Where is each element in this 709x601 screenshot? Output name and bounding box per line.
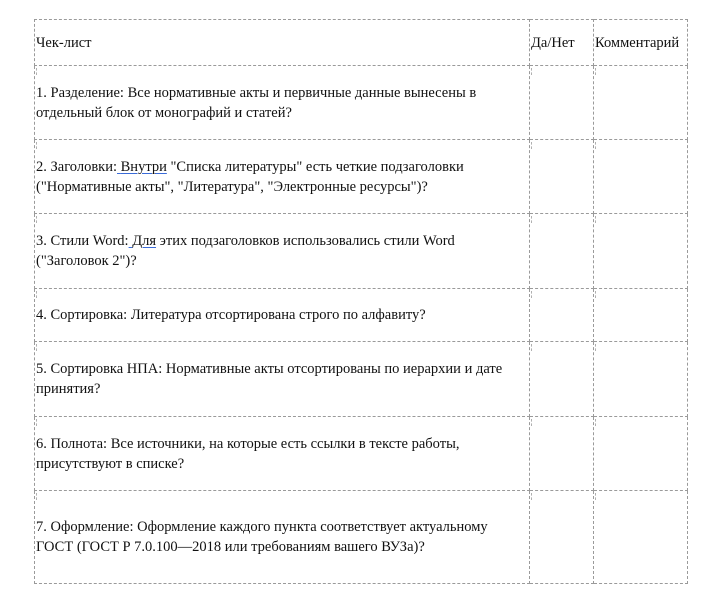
comment-cell[interactable] xyxy=(594,417,688,491)
checklist-item-cell[interactable] xyxy=(35,214,530,289)
cell-marker xyxy=(595,291,597,298)
item-title: Стили Word: xyxy=(50,233,129,249)
cell-marker xyxy=(531,291,533,298)
cell-marker xyxy=(595,68,597,75)
comment-cell[interactable] xyxy=(594,140,688,214)
cell-marker xyxy=(36,344,38,351)
header-cell-comment[interactable] xyxy=(594,20,688,66)
yes-no-cell[interactable] xyxy=(530,289,594,342)
item-number: 1. xyxy=(36,84,47,101)
spellcheck-flagged-word[interactable]: Внутри xyxy=(120,158,167,175)
comment-cell[interactable] xyxy=(594,491,688,584)
item-title: Оформление: xyxy=(50,519,134,535)
comment-cell[interactable] xyxy=(594,66,688,140)
item-number: 7. xyxy=(36,519,47,535)
item-description: Нормативные акты отсортированы по иерархии и дате принятия? xyxy=(36,361,503,397)
item-description: Все источники, на которые есть ссылки в тексте работы, присутствуют в списке? xyxy=(36,435,460,472)
cell-marker xyxy=(595,493,597,500)
header-comment-label: Комментарий xyxy=(595,34,680,51)
comment-cell[interactable] xyxy=(594,214,688,289)
checklist-item-cell[interactable] xyxy=(35,342,530,417)
checklist-item-cell[interactable] xyxy=(35,289,530,342)
item-number: 2. xyxy=(36,158,47,175)
checklist-item-text xyxy=(36,434,527,474)
cell-marker xyxy=(595,344,597,351)
checklist-row xyxy=(35,66,688,140)
item-description: Литература отсортирована строго по алфавиту? xyxy=(130,307,426,323)
cell-marker xyxy=(36,419,38,426)
comment-cell[interactable] xyxy=(594,342,688,417)
item-description: Оформление каждого пункта соответствует актуальному ГОСТ (ГОСТ Р 7.0.100—2018 или требованиям вашего ВУЗа)? xyxy=(36,519,488,555)
checklist-item-text xyxy=(36,157,527,197)
cell-marker xyxy=(531,216,533,223)
item-title: Полнота: xyxy=(50,435,108,452)
yes-no-cell[interactable] xyxy=(530,417,594,491)
item-title: Сортировка: xyxy=(50,307,128,323)
cell-marker xyxy=(531,68,533,75)
cell-marker xyxy=(36,68,38,75)
cell-marker xyxy=(36,142,38,149)
yes-no-cell[interactable] xyxy=(530,491,594,584)
header-cell-checklist[interactable] xyxy=(35,20,530,66)
cell-marker xyxy=(595,216,597,223)
cell-marker xyxy=(595,142,597,149)
header-row xyxy=(35,20,688,66)
item-title: Заголовки: xyxy=(50,158,118,175)
item-number: 3. xyxy=(36,233,47,249)
checklist-row xyxy=(35,214,688,289)
header-cell-yes-no[interactable] xyxy=(530,20,594,66)
checklist-row xyxy=(35,417,688,491)
spellcheck-flagged-word[interactable]: Для xyxy=(132,233,157,249)
item-number: 4. xyxy=(36,307,47,323)
checklist-row xyxy=(35,342,688,417)
cell-marker xyxy=(36,493,38,500)
checklist-item-text xyxy=(36,517,527,557)
checklist-item-text xyxy=(36,231,527,271)
checklist-item-text xyxy=(36,83,527,123)
item-number: 6. xyxy=(36,435,47,452)
yes-no-cell[interactable] xyxy=(530,140,594,214)
item-title: Разделение: xyxy=(50,84,124,101)
checklist-item-cell[interactable] xyxy=(35,417,530,491)
yes-no-cell[interactable] xyxy=(530,66,594,140)
checklist-item-text xyxy=(36,305,527,325)
checklist-item-cell[interactable] xyxy=(35,140,530,214)
checklist-item-text xyxy=(36,359,527,399)
cell-marker xyxy=(531,493,533,500)
checklist-item-cell[interactable] xyxy=(35,491,530,584)
cell-marker xyxy=(595,419,597,426)
comment-cell[interactable] xyxy=(594,289,688,342)
cell-marker xyxy=(36,216,38,223)
cell-marker xyxy=(531,142,533,149)
yes-no-cell[interactable] xyxy=(530,214,594,289)
item-description: Все нормативные акты и первичные данные вынесены в отдельный блок от монографий и статей? xyxy=(36,84,477,121)
item-number: 5. xyxy=(36,361,47,377)
item-description: "Списка литературы" есть четкие подзаголовки ("Нормативные акты", "Литература", "Электронные ресурсы")? xyxy=(36,158,464,195)
cell-marker xyxy=(531,344,533,351)
item-description: этих подзаголовков использовались стили Word ("Заголовок 2")? xyxy=(36,233,455,269)
checklist-row xyxy=(35,491,688,584)
checklist-table xyxy=(34,19,688,584)
checklist-row xyxy=(35,140,688,214)
item-title: Сортировка НПА: xyxy=(50,361,163,377)
yes-no-cell[interactable] xyxy=(530,342,594,417)
checklist-row xyxy=(35,289,688,342)
cell-marker xyxy=(36,291,38,298)
header-checklist-label: Чек-лист xyxy=(36,34,92,51)
checklist-item-cell[interactable] xyxy=(35,66,530,140)
header-yes-no-label: Да/Нет xyxy=(531,34,575,51)
cell-marker xyxy=(531,419,533,426)
